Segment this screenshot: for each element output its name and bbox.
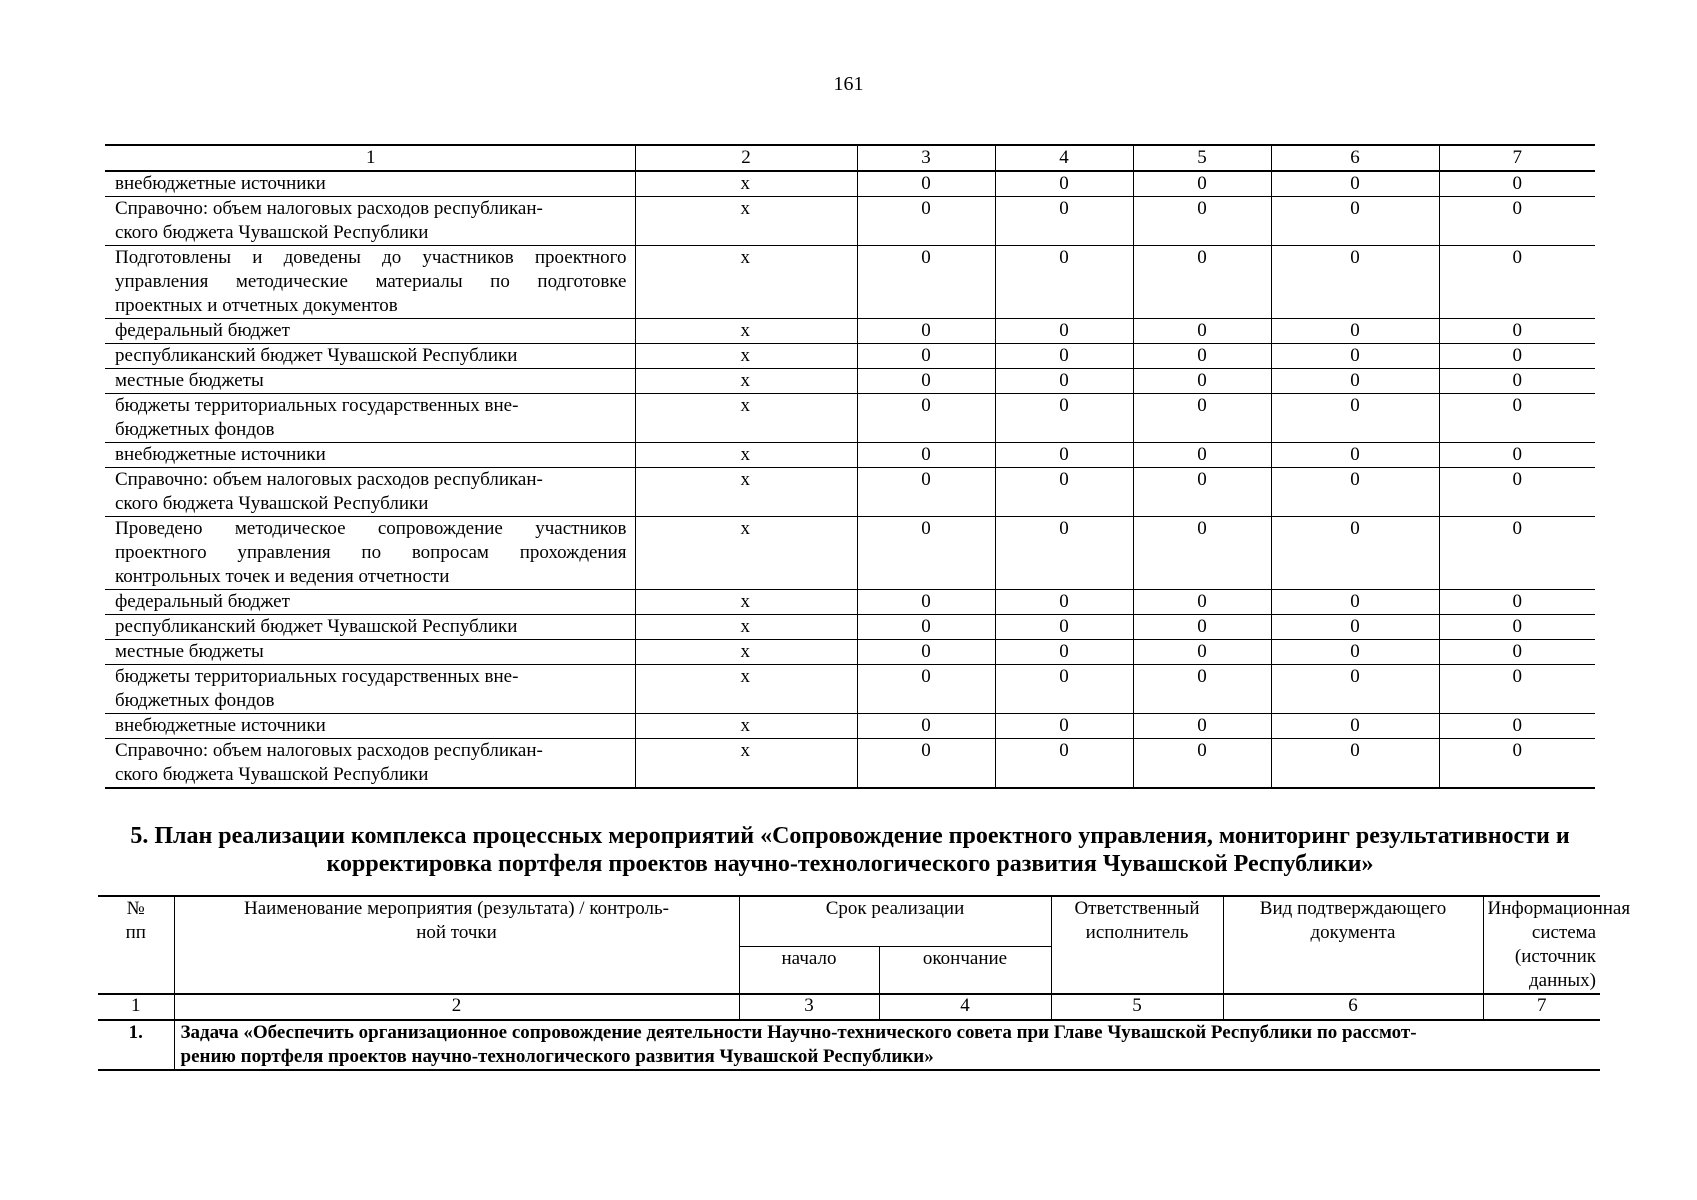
table-row [105,369,1595,394]
header-period: Срок реализации [739,896,1051,947]
header-system: Информационная система (источник данных) [1483,896,1600,994]
cell-value: 0 [995,171,1133,197]
column-number: 5 [1051,994,1223,1020]
row-label: внебюджетные источники [105,171,635,197]
cell-value: 0 [995,246,1133,319]
cell-column-2: x [635,615,857,640]
cell-column-2: x [635,344,857,369]
cell-value: 0 [995,590,1133,615]
cell-value: 0 [1439,171,1595,197]
cell-value: 0 [1439,517,1595,590]
cell-column-2: x [635,394,857,443]
cell-value: 0 [857,171,995,197]
table-row [105,394,1595,443]
cell-value: 0 [1271,246,1439,319]
cell-column-2: x [635,517,857,590]
cell-value: 0 [857,615,995,640]
cell-column-2: x [635,369,857,394]
cell-value: 0 [1271,517,1439,590]
cell-value: 0 [995,468,1133,517]
table-row [105,319,1595,344]
cell-value: 0 [1439,319,1595,344]
cell-value: 0 [1439,739,1595,789]
cell-value: 0 [1439,443,1595,468]
table-row [105,665,1595,714]
cell-value: 0 [1439,369,1595,394]
cell-value: 0 [1271,344,1439,369]
cell-column-2: x [635,468,857,517]
table-row [105,171,1595,197]
cell-value: 0 [1271,171,1439,197]
cell-value: 0 [857,394,995,443]
budget-table [105,144,1595,789]
cell-value: 0 [1133,171,1271,197]
cell-value: 0 [857,714,995,739]
row-label: внебюджетные источники [105,714,635,739]
table-row [105,246,1595,319]
cell-value: 0 [1133,394,1271,443]
row-label: бюджеты территориальных государственных вне- бюджетных фондов [105,394,635,443]
table-row [105,517,1595,590]
plan-table [98,895,1631,1071]
budget-header-row [105,145,1595,171]
table-row [105,344,1595,369]
cell-column-2: x [635,665,857,714]
column-header: 6 [1271,145,1439,171]
header-name: Наименование мероприятия (результата) / контроль- ной точки [174,896,739,994]
cell-value: 0 [1271,443,1439,468]
row-label: Справочно: объем налоговых расходов республикан- ского бюджета Чувашской Республики [105,197,635,246]
cell-value: 0 [1133,640,1271,665]
cell-value: 0 [1439,615,1595,640]
cell-value: 0 [1439,665,1595,714]
cell-value: 0 [1271,468,1439,517]
column-header: 4 [995,145,1133,171]
row-label: республиканский бюджет Чувашской Республики [105,615,635,640]
task-row [98,1020,1600,1070]
table-row [105,443,1595,468]
plan-header-row [98,896,1600,947]
row-label: бюджеты территориальных государственных вне- бюджетных фондов [105,665,635,714]
cell-value: 0 [1271,590,1439,615]
cell-value: 0 [857,246,995,319]
cell-value: 0 [1133,319,1271,344]
row-label: местные бюджеты [105,369,635,394]
cell-value: 0 [1133,517,1271,590]
cell-value: 0 [995,714,1133,739]
cell-value: 0 [857,640,995,665]
header-end: окончание [879,947,1051,995]
cell-column-2: x [635,714,857,739]
cell-value: 0 [995,319,1133,344]
table-row [105,468,1595,517]
cell-value: 0 [857,517,995,590]
row-label: местные бюджеты [105,640,635,665]
cell-value: 0 [1133,443,1271,468]
cell-column-2: x [635,171,857,197]
cell-value: 0 [995,443,1133,468]
cell-value: 0 [995,665,1133,714]
cell-value: 0 [857,443,995,468]
cell-value: 0 [1439,197,1595,246]
cell-value: 0 [995,344,1133,369]
task-text: Задача «Обеспечить организационное сопровождение деятельности Научно-технического совета при Главе Чувашской Республики по рассмот- рению портфеля проектов научно-технологического развития Чувашской Республики» [174,1020,1600,1070]
column-number: 3 [739,994,879,1020]
section-title: 5. План реализации комплекса процессных мероприятий «Сопровождение проектного управления, мониторинг результативности и корректировка портфеля проектов научно-технологического развития Чувашской Республики» [130,823,1570,877]
cell-column-2: x [635,640,857,665]
cell-column-2: x [635,739,857,789]
cell-value: 0 [1439,590,1595,615]
row-label: Проведено методическое сопровождение участников проектного управления по вопросам прохождения контрольных точек и ведения отчетности [105,517,635,590]
cell-value: 0 [1133,714,1271,739]
cell-value: 0 [1133,665,1271,714]
cell-value: 0 [857,369,995,394]
column-header: 7 [1439,145,1595,171]
cell-value: 0 [995,197,1133,246]
cell-value: 0 [1133,246,1271,319]
cell-value: 0 [857,319,995,344]
column-number: 4 [879,994,1051,1020]
cell-value: 0 [1439,246,1595,319]
header-executor: Ответственный исполнитель [1051,896,1223,994]
row-label: федеральный бюджет [105,319,635,344]
cell-value: 0 [1271,394,1439,443]
cell-value: 0 [857,468,995,517]
cell-column-2: x [635,246,857,319]
cell-value: 0 [1439,394,1595,443]
row-label: Подготовлены и доведены до участников проектного управления методические материалы по подготовке проектных и отчетных документов [105,246,635,319]
cell-value: 0 [1271,319,1439,344]
column-header: 1 [105,145,635,171]
cell-value: 0 [995,369,1133,394]
header-number: № пп [98,896,174,994]
table-row [105,590,1595,615]
column-number: 7 [1483,994,1600,1020]
cell-value: 0 [857,590,995,615]
table-row [105,714,1595,739]
cell-column-2: x [635,319,857,344]
row-label: внебюджетные источники [105,443,635,468]
column-header: 5 [1133,145,1271,171]
cell-column-2: x [635,197,857,246]
table-row [105,615,1595,640]
cell-value: 0 [857,665,995,714]
cell-value: 0 [1133,615,1271,640]
cell-value: 0 [1133,739,1271,789]
task-number: 1. [98,1020,174,1070]
cell-value: 0 [995,640,1133,665]
cell-value: 0 [1271,640,1439,665]
column-header: 2 [635,145,857,171]
cell-value: 0 [857,344,995,369]
plan-column-numbers-row [98,994,1600,1020]
cell-value: 0 [1133,468,1271,517]
cell-value: 0 [1271,665,1439,714]
cell-value: 0 [995,517,1133,590]
page-number: 161 [833,73,864,95]
header-start: начало [739,947,879,995]
row-label: Справочно: объем налоговых расходов республикан- ского бюджета Чувашской Республики [105,739,635,789]
cell-column-2: x [635,590,857,615]
cell-value: 0 [1133,344,1271,369]
row-label: федеральный бюджет [105,590,635,615]
cell-value: 0 [1271,197,1439,246]
column-number: 1 [98,994,174,1020]
cell-value: 0 [1271,714,1439,739]
column-number: 6 [1223,994,1483,1020]
table-row [105,197,1595,246]
cell-value: 0 [995,615,1133,640]
column-header: 3 [857,145,995,171]
cell-value: 0 [995,739,1133,789]
table-row [105,640,1595,665]
cell-value: 0 [1439,344,1595,369]
cell-value: 0 [1439,640,1595,665]
table-row [105,739,1595,789]
cell-value: 0 [1439,468,1595,517]
column-number: 2 [174,994,739,1020]
cell-value: 0 [857,197,995,246]
cell-value: 0 [1271,615,1439,640]
cell-column-2: x [635,443,857,468]
cell-value: 0 [1439,714,1595,739]
header-document: Вид подтверждающего документа [1223,896,1483,994]
cell-value: 0 [995,394,1133,443]
row-label: Справочно: объем налоговых расходов республикан- ского бюджета Чувашской Республики [105,468,635,517]
cell-value: 0 [1271,369,1439,394]
cell-value: 0 [1133,197,1271,246]
cell-value: 0 [1271,739,1439,789]
cell-value: 0 [1133,369,1271,394]
cell-value: 0 [1133,590,1271,615]
row-label: республиканский бюджет Чувашской Республики [105,344,635,369]
cell-value: 0 [857,739,995,789]
